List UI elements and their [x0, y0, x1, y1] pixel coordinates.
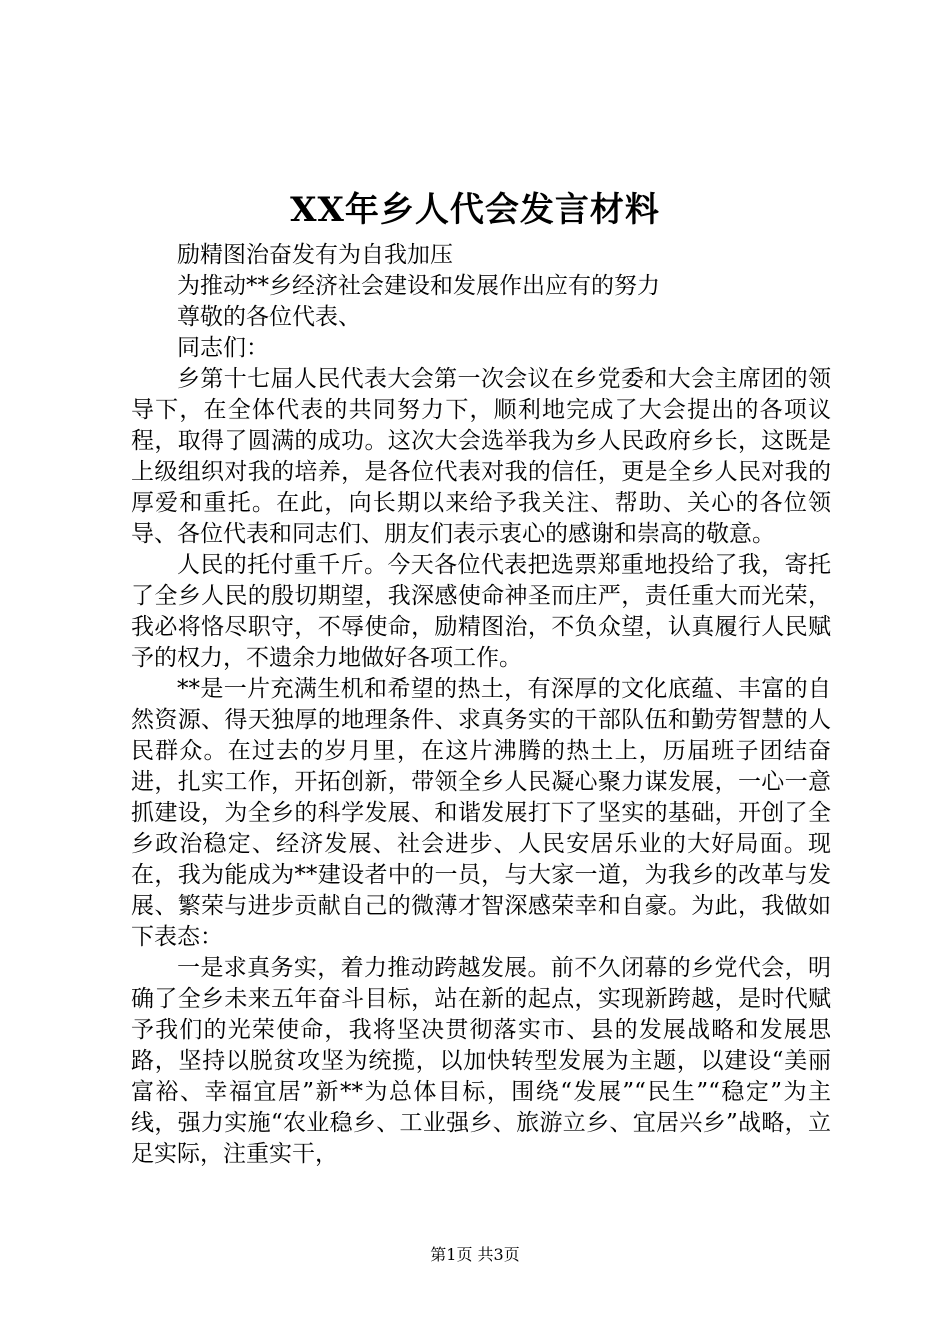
- paragraph-subtitle-2: 为推动**乡经济社会建设和发展作出应有的努力: [177, 273, 660, 299]
- document-title: XX年乡人代会发言材料: [290, 190, 660, 230]
- paragraph-body: 一是求真务实，着力推动跨越发展。前不久闭幕的乡党代会，明确了全乡未来五年奋斗目标，站在新的起点，实现新跨越，是时代赋予我们的光荣使命，我将坚决贯彻落实市、县的发展战略和发展思路，坚持以脱贫攻坚为统揽，以加快转型发展为主题，以建设“美丽富裕、幸福宜居”新**为总体目标，围绕“发展”“民生”“稳定”为主线，强力实施“农业稳乡、工业强乡、旅游立乡、宜居兴乡”战略，立足实际，注重实干，: [131, 955, 831, 1167]
- paragraph-salutation-1: 尊敬的各位代表、: [177, 304, 361, 330]
- paragraph-body: 乡第十七届人民代表大会第一次会议在乡党委和大会主席团的领导下，在全体代表的共同努力下，顺利地完成了大会提出的各项议程，取得了圆满的成功。这次大会选举我为乡人民政府乡长，这既是上级组织对我的培养，是各位代表对我的信任，更是全乡人民对我的厚爱和重托。在此，向长期以来给予我关注、帮助、关心的各位领导、各位代表和同志们、朋友们表示衷心的感谢和崇高的敬意。: [131, 366, 831, 547]
- paragraph-salutation-2: 同志们：: [177, 335, 269, 361]
- paragraph-body: 人民的托付重千斤。今天各位代表把选票郑重地投给了我，寄托了全乡人民的殷切期望，我深感使命神圣而庄严，责任重大而光荣，我必将恪尽职守，不辱使命，励精图治，不负众望，认真履行人民赋予的权力，不遗余力地做好各项工作。: [131, 552, 831, 671]
- page-footer: 第1页 共3页: [430, 1245, 520, 1264]
- paragraph-body: **是一片充满生机和希望的热土，有深厚的文化底蕴、丰富的自然资源、得天独厚的地理条件、求真务实的干部队伍和勤劳智慧的人民群众。在过去的岁月里，在这片沸腾的热土上，历届班子团结奋进，扎实工作，开拓创新，带领全乡人民凝心聚力谋发展，一心一意抓建设，为全乡的科学发展、和谐发展打下了坚实的基础，开创了全乡政治稳定、经济发展、社会进步、人民安居乐业的大好局面。现在，我为能成为**建设者中的一员，与大家一道，为我乡的改革与发展、繁荣与进步贡献自己的微薄才智深感荣幸和自豪。为此，我做如下表态：: [131, 676, 831, 950]
- paragraph-subtitle-1: 励精图治奋发有为自我加压: [177, 242, 453, 268]
- document-body: [131, 240, 831, 1170]
